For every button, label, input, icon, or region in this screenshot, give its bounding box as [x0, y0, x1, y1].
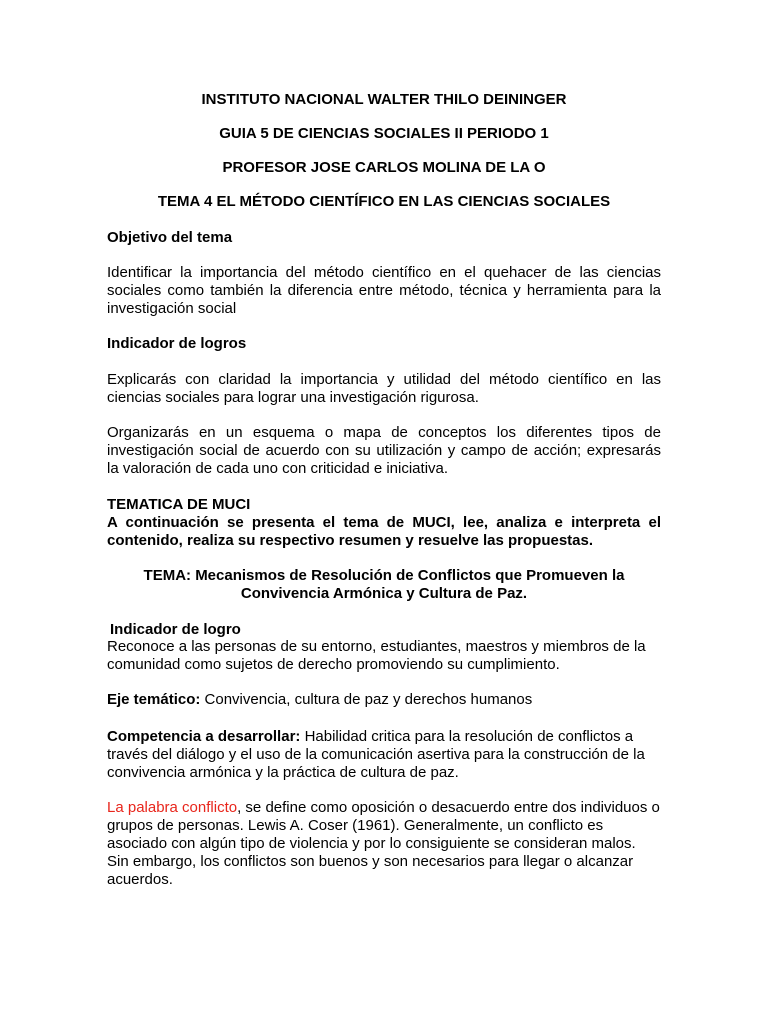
achievements-paragraph-1: Explicarás con claridad la importancia y utilidad del método científico en las ciencias sociales para lograr una investigación rigurosa.: [107, 371, 661, 406]
competence-label: Competencia a desarrollar:: [107, 728, 301, 745]
teacher-name: PROFESOR JOSE CARLOS MOLINA DE LA O: [222, 159, 546, 176]
guide-title: GUIA 5 DE CIENCIAS SOCIALES II PERIODO 1: [219, 125, 549, 142]
institute-title: INSTITUTO NACIONAL WALTER THILO DEININGER: [201, 91, 567, 108]
competence-text: Habilidad critica para la resolución de conflictos a través del diálogo y el uso de la comunicación asertiva para la construcción de la convivencia armónica y la práctica de cultura de paz.: [107, 728, 645, 781]
conflict-text: , se define como oposición o desacuerdo entre dos individuos o grupos de personas. Lewis A. Coser (1961). Generalmente, un conflicto es asociado con algún tipo de violencia y por lo consiguiente se consideran malos. Sin embargo, los conflictos son buenos y son necesarios para llegar o alcanzar acuerdos.: [107, 799, 660, 888]
competence-paragraph: [107, 728, 661, 782]
achievements-paragraph-2: Organizarás en un esquema o mapa de conceptos los diferentes tipos de investigación social de acuerdo con su utilización y campo de acción; expresarás la valoración de cada uno con criticidad e iniciativa.: [107, 424, 661, 477]
conflict-paragraph: [107, 799, 661, 889]
indicator-heading: Indicador de logro: [110, 621, 241, 638]
topic-title: TEMA 4 EL MÉTODO CIENTÍFICO EN LAS CIENCIAS SOCIALES: [157, 193, 611, 210]
muci-intro: A continuación se presenta el tema de MUCI, lee, analiza e interpreta el contenido, realiza su respectivo resumen y resuelve las propuestas.: [107, 514, 661, 549]
objective-heading: Objetivo del tema: [107, 229, 233, 246]
muci-topic-line-2: Convivencia Armónica y Cultura de Paz.: [240, 585, 528, 602]
conflict-highlight: La palabra conflicto: [107, 799, 238, 816]
axis-line: [107, 691, 661, 709]
muci-topic-line-1: TEMA: Mecanismos de Resolución de Conflictos que Promueven la: [143, 567, 625, 584]
axis-label: Eje temático:: [107, 691, 201, 708]
objective-text: Identificar la importancia del método científico en el quehacer de las ciencias sociales como también la diferencia entre método, técnica y herramienta para la investigación social: [107, 264, 661, 317]
achievements-heading: Indicador de logros: [107, 335, 247, 352]
muci-heading: TEMATICA DE MUCI: [107, 496, 251, 513]
axis-text: Convivencia, cultura de paz y derechos humanos: [200, 691, 533, 708]
indicator-text: Reconoce a las personas de su entorno, estudiantes, maestros y miembros de la comunidad como sujetos de derecho promoviendo su cumplimiento.: [107, 638, 646, 673]
